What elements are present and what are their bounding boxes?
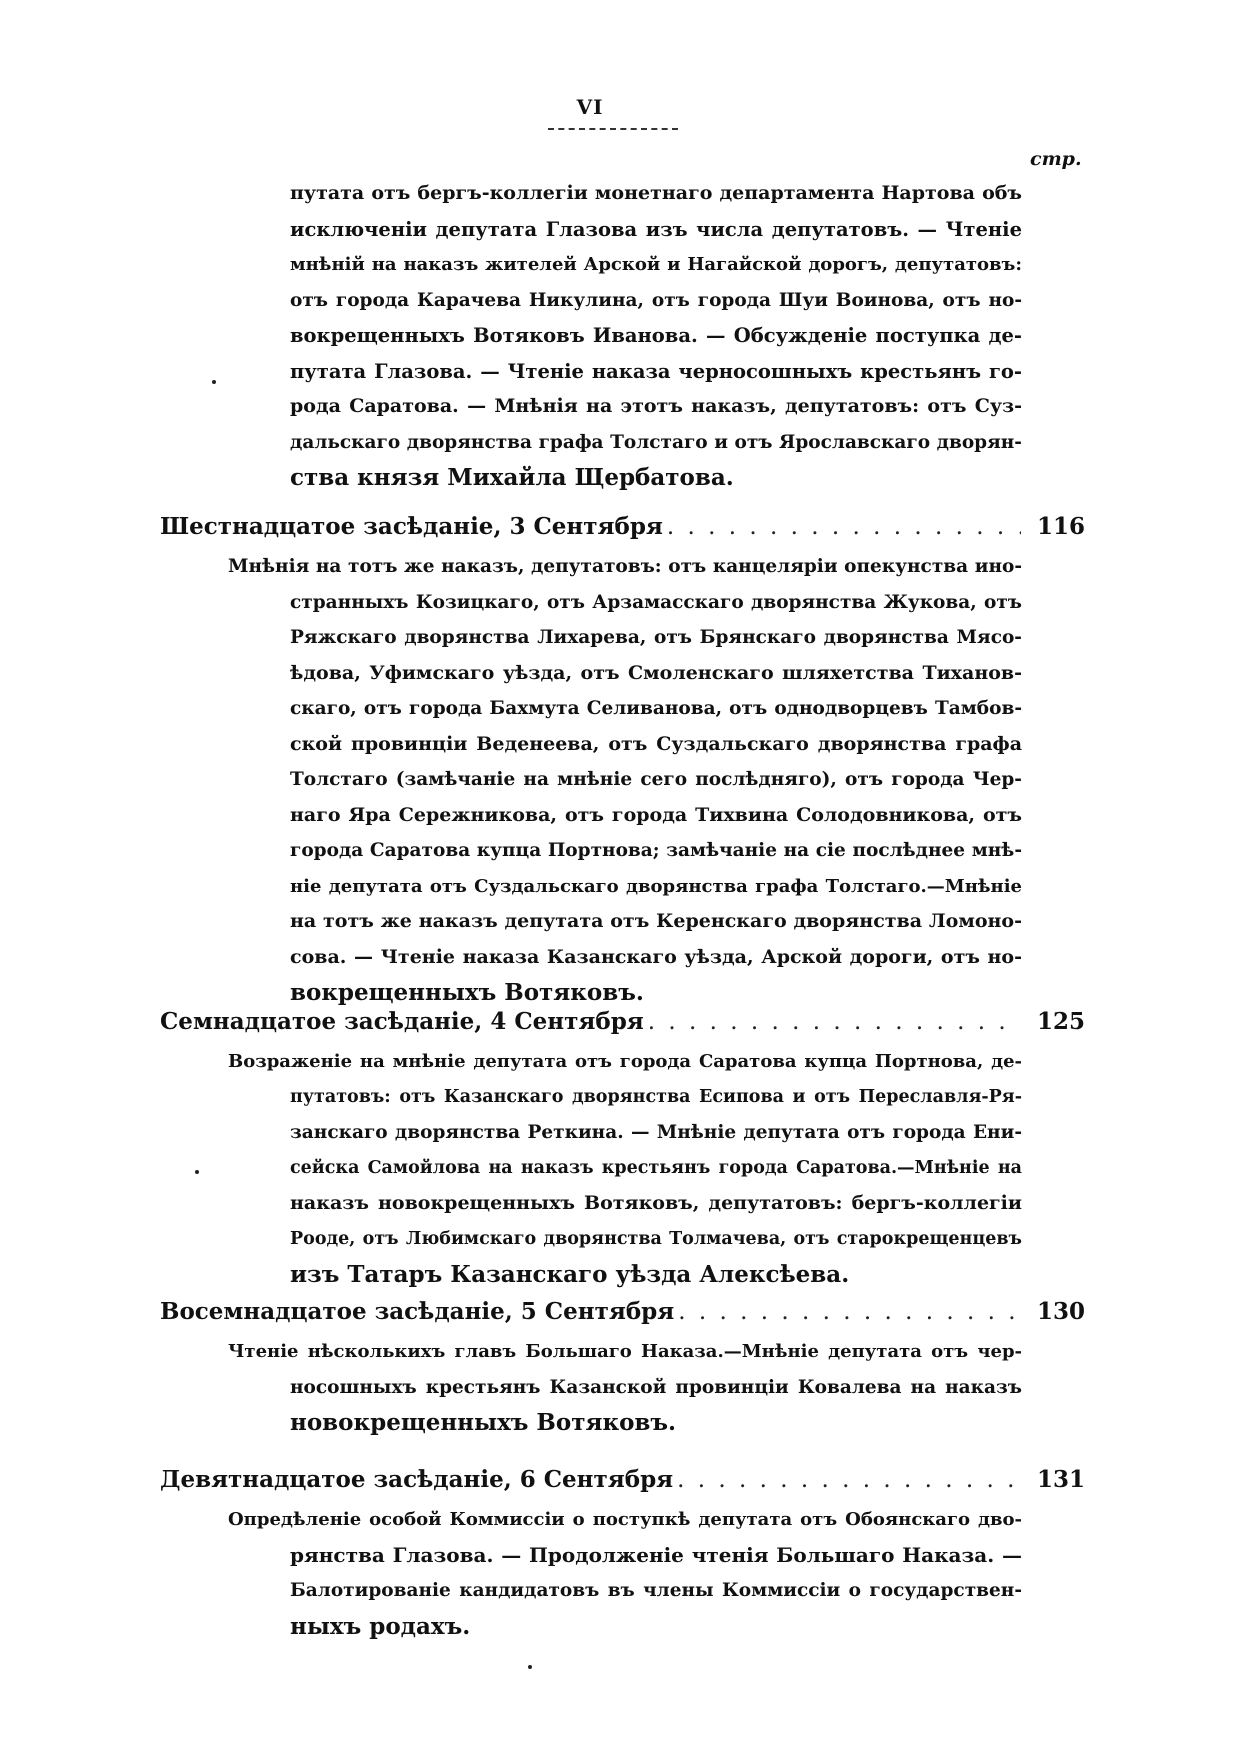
toc-entry-title: Девятнадцатое засѣданіе, 6 Сентября bbox=[160, 1466, 674, 1493]
toc-entry-summary bbox=[228, 1334, 1022, 1441]
scan-speck bbox=[212, 380, 216, 384]
text-line: вокрещенныхъ Вотяковъ. bbox=[290, 979, 644, 1006]
continued-entry-text bbox=[290, 176, 1022, 496]
text-line: Толстаго (замѣчаніе на мнѣніе сего послѣдняго), отъ города Чер- bbox=[290, 769, 1022, 790]
scan-speck bbox=[195, 1170, 199, 1174]
text-line: наго Яра Сережникова, отъ города Тихвина Солодовникова, отъ bbox=[290, 803, 1022, 826]
toc-entry-title: Шестнадцатое засѣданіе, 3 Сентября bbox=[160, 513, 663, 540]
text-line: носошныхъ крестьянъ Казанской провинціи Ковалева на наказъ bbox=[290, 1376, 1022, 1398]
text-line: наказъ новокрещенныхъ Вотяковъ, депутатовъ: бергъ-коллегіи bbox=[290, 1192, 1022, 1214]
text-line: вокрещенныхъ Вотяковъ Иванова. — Обсужденіе поступка де- bbox=[290, 324, 1022, 347]
text-line: Чтеніе нѣсколькихъ главъ Большаго Наказа.—Мнѣніе депутата отъ чер- bbox=[228, 1341, 1022, 1362]
text-line: странныхъ Козицкаго, отъ Арзамасскаго дворянства Жукова, отъ bbox=[290, 591, 1022, 613]
toc-entry-summary bbox=[228, 549, 1022, 1011]
toc-entry-heading bbox=[160, 1008, 1085, 1044]
text-line: занскаго дворянства Реткина. — Мнѣніе депутата отъ города Ени- bbox=[290, 1122, 1022, 1143]
dot-leader bbox=[648, 1009, 1021, 1035]
header-rule bbox=[548, 128, 678, 130]
text-line: сова. — Чтеніе наказа Казанскаго уѣзда, Арской дороги, отъ но- bbox=[290, 945, 1022, 968]
dot-leader bbox=[678, 1299, 1021, 1325]
text-line: города Саратова купца Портнова; замѣчаніе на сіе послѣднее мнѣ- bbox=[290, 840, 1022, 861]
toc-entry-page: 131 bbox=[1036, 1466, 1085, 1493]
text-line: изъ Татаръ Казанскаго уѣзда Алексѣева. bbox=[290, 1261, 850, 1288]
toc-entry-heading bbox=[160, 513, 1085, 549]
toc-entry-page: 125 bbox=[1036, 1008, 1085, 1035]
toc-entry-summary bbox=[228, 1044, 1022, 1293]
text-line: исключеніи депутата Глазова изъ числа депутатовъ. — Чтеніе bbox=[290, 217, 1022, 241]
text-line: Рооде, отъ Любимскаго дворянства Толмачева, отъ старокрещенцевъ bbox=[290, 1228, 1022, 1249]
text-line: Мнѣнія на тотъ же наказъ, депутатовъ: отъ канцеляріи опекунства ино- bbox=[228, 556, 1022, 577]
toc-entry-summary bbox=[228, 1502, 1022, 1644]
toc-entry-heading bbox=[160, 1298, 1085, 1334]
text-line: отъ города Карачева Никулина, отъ города Шуи Воинова, отъ но- bbox=[290, 289, 1022, 311]
text-line: Балотированіе кандидатовъ въ члены Коммиссіи о государствен- bbox=[290, 1580, 1022, 1601]
toc-entry-title: Восемнадцатое засѣданіе, 5 Сентября bbox=[160, 1298, 675, 1325]
text-line: новокрещенныхъ Вотяковъ. bbox=[290, 1409, 677, 1436]
text-line: на тотъ же наказъ депутата отъ Керенскаго дворянства Ломоно- bbox=[290, 910, 1022, 932]
text-line: Возраженіе на мнѣніе депутата отъ города Саратова купца Портнова, де- bbox=[228, 1051, 1022, 1072]
toc-entry-page: 130 bbox=[1036, 1298, 1085, 1325]
dot-leader bbox=[677, 1467, 1021, 1493]
toc-entry-title: Семнадцатое засѣданіе, 4 Сентября bbox=[160, 1008, 644, 1035]
text-line: путатовъ: отъ Казанскаго дворянства Есипова и отъ Переславля-Ря- bbox=[290, 1086, 1022, 1107]
toc-entry-heading bbox=[160, 1466, 1085, 1502]
text-line: рода Саратова. — Мнѣнія на этотъ наказъ, депутатовъ: отъ Суз- bbox=[290, 395, 1022, 417]
text-line: путата отъ бергъ-коллегіи монетнаго департамента Нартова объ bbox=[290, 182, 1022, 204]
text-line: рянства Глазова. — Продолженіе чтенія Большаго Наказа. — bbox=[290, 1542, 1022, 1567]
text-line: ской провинціи Веденеева, отъ Суздальскаго дворянства графа bbox=[290, 732, 1022, 755]
scan-speck bbox=[528, 1665, 532, 1669]
text-line: мнѣній на наказъ жителей Арской и Нагайской дорогъ, депутатовъ: bbox=[290, 254, 1022, 275]
text-line: ѣдова, Уфимскаго уѣзда, отъ Смоленскаго шляхетства Тиханов- bbox=[290, 661, 1022, 684]
dot-leader bbox=[667, 514, 1021, 540]
text-line: сейска Самойлова на наказъ крестьянъ города Саратова.—Мнѣніе на bbox=[290, 1157, 1022, 1178]
page-column-label: стр. bbox=[1030, 148, 1082, 170]
text-line: Опредѣленіе особой Коммиссіи о поступкѣ депутата отъ Обоянскаго дво- bbox=[228, 1509, 1022, 1530]
text-line: ніе депутата отъ Суздальскаго дворянства графа Толстаго.—Мнѣніе bbox=[290, 875, 1022, 897]
page-number: VI bbox=[576, 95, 604, 119]
text-line: ства князя Михайла Щербатова. bbox=[290, 464, 734, 491]
text-line: скаго, отъ города Бахмута Селиванова, отъ однодворцевъ Тамбов- bbox=[290, 698, 1022, 719]
text-line: дальскаго дворянства графа Толстаго и отъ Ярославскаго дворян- bbox=[290, 431, 1022, 453]
toc-entry-page: 116 bbox=[1036, 513, 1085, 540]
text-line: путата Глазова. — Чтеніе наказа черносошныхъ крестьянъ го- bbox=[290, 359, 1022, 383]
text-line: Ряжскаго дворянства Лихарева, отъ Брянскаго дворянства Мясо- bbox=[290, 627, 1022, 648]
text-line: ныхъ родахъ. bbox=[290, 1612, 471, 1640]
